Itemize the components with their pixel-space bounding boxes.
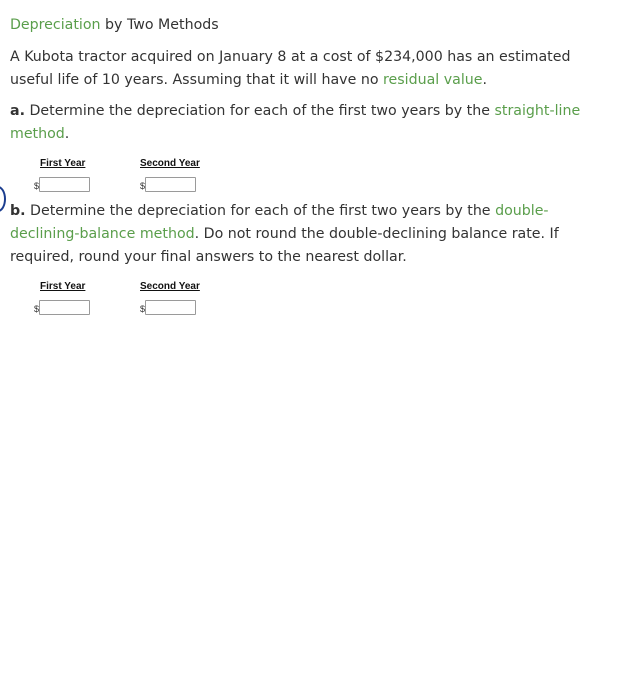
part-a-first-year-currency: $ — [34, 181, 40, 191]
active-question-indicator — [0, 186, 6, 212]
title-rest: by Two Methods — [100, 17, 219, 33]
intro-paragraph — [10, 46, 614, 92]
straight-line-method-link[interactable]: straight-line method — [10, 103, 581, 142]
part-a-second-year-header: Second Year — [140, 158, 200, 169]
part-a-question — [10, 100, 614, 146]
part-b-first-year-header: First Year — [40, 281, 86, 292]
part-b-answer-table — [10, 277, 614, 321]
part-a-text: Determine the depreciation for each of the first two years by the — [24, 103, 495, 119]
part-b-second-year-currency: $ — [140, 304, 146, 314]
intro-end: . — [482, 72, 488, 88]
question-page — [10, 14, 614, 323]
double-declining-balance-method-link[interactable]: double-declining-balance method — [10, 203, 549, 242]
part-b-question — [10, 200, 614, 269]
part-b-second-year-input[interactable] — [145, 300, 196, 315]
page-title — [10, 14, 614, 37]
residual-value-link[interactable]: residual value — [383, 72, 483, 88]
part-b-label: b. — [10, 203, 26, 219]
part-b-first-year-input[interactable] — [39, 300, 90, 315]
part-a-second-year-currency: $ — [140, 181, 146, 191]
intro-text: A Kubota tractor acquired on January 8 at a cost of $234,000 has an estimated useful life of 10 years. Assuming that it will have no — [10, 49, 571, 88]
part-b-text: Determine the depreciation for each of the first two years by the — [25, 203, 496, 219]
part-a-end: . — [64, 126, 70, 142]
part-a-first-year-header: First Year — [40, 158, 86, 169]
depreciation-link[interactable]: Depreciation — [10, 17, 101, 33]
part-a-second-year-input[interactable] — [145, 177, 196, 192]
part-a-label: a. — [10, 103, 25, 119]
part-a-first-year-input[interactable] — [39, 177, 90, 192]
part-b-second-year-header: Second Year — [140, 281, 200, 292]
part-b-end: . Do not round the double-declining balance rate. If required, round your final answers to the nearest dollar. — [10, 226, 559, 265]
part-b-first-year-currency: $ — [34, 304, 40, 314]
part-a-answer-table — [10, 154, 614, 198]
